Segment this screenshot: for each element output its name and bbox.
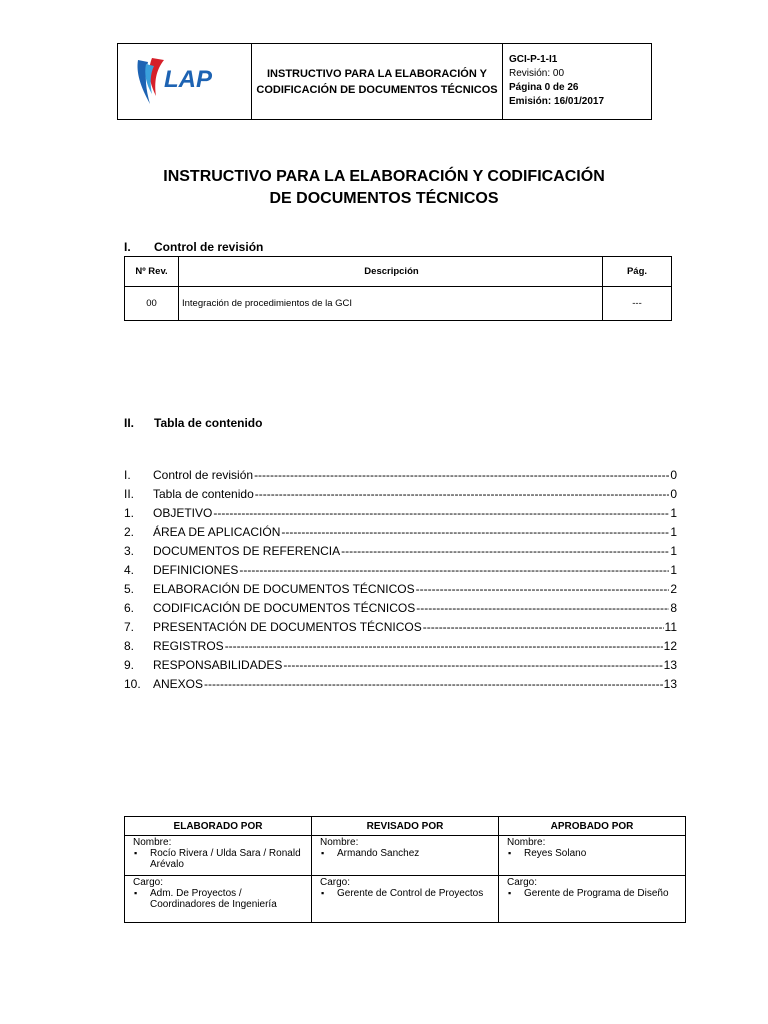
table-row [125,836,686,876]
toc-item-number: 3. [124,544,135,558]
section-heading-revision [124,240,263,254]
name-label: Nombre: [320,837,359,848]
table-row [125,876,686,923]
document-page: Página 0 de 26 [509,82,579,93]
name-label: Nombre: [507,837,546,848]
table-of-contents [124,468,677,696]
section-heading-toc [124,416,262,430]
revisado-role-cell [312,876,499,923]
role-label: Cargo: [320,877,351,888]
table-header-row [125,817,686,836]
cell-rev: 00 [125,287,179,321]
column-header-rev: Nº Rev. [125,257,179,287]
toc-item-page: 11 [664,620,677,634]
header-revisado: REVISADO POR [312,817,499,836]
header-title: INSTRUCTIVO PARA LA ELABORACIÓN Y CODIFICACIÓN DE DOCUMENTOS TÉCNICOS [252,44,503,119]
toc-leader-dots [225,639,663,653]
revisado-name: ▪ Armando Sanchez [320,848,492,859]
aprobado-name: ▪ Reyes Solano [507,848,679,859]
elaborado-name-cell [125,836,312,876]
toc-item-label: Tabla de contenido [153,487,254,501]
toc-leader-dots [416,601,669,615]
toc-item-label: PRESENTACIÓN DE DOCUMENTOS TÉCNICOS [153,620,422,634]
toc-leader-dots [423,620,664,634]
toc-item-label: DEFINICIONES [153,563,239,577]
logo [118,44,252,119]
toc-item-number: 4. [124,563,135,577]
toc-item-number: 6. [124,601,135,615]
toc-leader-dots [204,677,663,691]
document-header [117,43,652,120]
column-header-page: Pág. [603,257,672,287]
toc-item-page: 0 [670,468,677,482]
logo-text: LAP [164,66,212,93]
page-title-line1: INSTRUCTIVO PARA LA ELABORACIÓN Y CODIFICACIÓN [163,168,605,185]
toc-leader-dots [341,544,669,558]
toc-item-page: 0 [670,487,677,501]
toc-item-page: 1 [670,563,677,577]
toc-item-page: 13 [663,677,677,691]
toc-item-page: 1 [670,544,677,558]
aprobado-name-cell [499,836,686,876]
toc-item-page: 12 [663,639,677,653]
toc-item[interactable] [124,487,677,506]
toc-item-number: 7. [124,620,135,634]
lap-logo-icon [134,58,168,106]
toc-item-page: 8 [670,601,677,615]
toc-item-number: 5. [124,582,135,596]
toc-item-page: 1 [670,525,677,539]
toc-leader-dots [239,563,669,577]
section-label: Tabla de contenido [154,416,263,430]
elaborado-name: ▪ Rocío Rivera / Ulda Sara / Ronald Arévalo [133,848,305,870]
toc-item-page: 1 [670,506,677,520]
toc-item[interactable] [124,506,677,525]
toc-item-number: 10. [124,677,141,691]
toc-item[interactable] [124,544,677,563]
toc-leader-dots [213,506,669,520]
aprobado-role-cell [499,876,686,923]
toc-item-label: DOCUMENTOS DE REFERENCIA [153,544,341,558]
role-label: Cargo: [133,877,164,888]
section-number: II. [124,416,135,430]
toc-item-number: 8. [124,639,135,653]
role-label: Cargo: [507,877,538,888]
toc-item[interactable] [124,658,677,677]
toc-item-label: ELABORACIÓN DE DOCUMENTOS TÉCNICOS [153,582,415,596]
document-code: GCI-P-1-I1 [509,54,558,65]
revision-table [124,256,672,321]
revisado-name-cell [312,836,499,876]
toc-item[interactable] [124,563,677,582]
document-meta [503,44,651,119]
name-label: Nombre: [133,837,172,848]
toc-item-page: 2 [670,582,677,596]
revisado-role: ▪ Gerente de Control de Proyectos [320,888,492,899]
toc-item-label: REGISTROS [153,639,224,653]
toc-item-label: ÁREA DE APLICACIÓN [153,525,281,539]
elaborado-role: ▪ Adm. De Proyectos / Coordinadores de Ingeniería [133,888,305,910]
toc-item[interactable] [124,468,677,487]
toc-item[interactable] [124,620,677,639]
toc-item-label: RESPONSABILIDADES [153,658,283,672]
toc-item[interactable] [124,582,677,601]
toc-item-number: 9. [124,658,135,672]
elaborado-role-cell [125,876,312,923]
table-row [125,287,672,321]
column-header-description: Descripción [179,257,603,287]
section-label: Control de revisión [154,240,264,254]
toc-leader-dots [283,658,662,672]
aprobado-role: ▪ Gerente de Programa de Diseño [507,888,679,899]
cell-page: --- [603,287,672,321]
toc-item-label: Control de revisión [153,468,254,482]
document-revision: Revisión: 00 [509,68,565,79]
toc-leader-dots [281,525,669,539]
document-emission-date: Emisión: 16/01/2017 [509,96,605,107]
toc-leader-dots [254,468,669,482]
toc-item-label: CODIFICACIÓN DE DOCUMENTOS TÉCNICOS [153,601,416,615]
toc-leader-dots [416,582,670,596]
toc-item-label: ANEXOS [153,677,204,691]
toc-item[interactable] [124,601,677,620]
toc-item-page: 13 [663,658,677,672]
section-number: I. [124,240,131,254]
toc-item-number: 2. [124,525,135,539]
toc-item[interactable] [124,639,677,658]
cell-description: Integración de procedimientos de la GCI [179,287,603,321]
page-title-line2: DE DOCUMENTOS TÉCNICOS [269,190,499,207]
toc-item[interactable] [124,525,677,544]
toc-leader-dots [255,487,670,501]
toc-item-number: 1. [124,506,135,520]
toc-item-label: OBJETIVO [153,506,213,520]
toc-item[interactable] [124,677,677,696]
toc-item-number: II. [124,487,135,501]
table-header-row [125,257,672,287]
header-aprobado: APROBADO POR [499,817,686,836]
header-elaborado: ELABORADO POR [125,817,312,836]
page-title [0,166,768,210]
approval-table [124,816,686,923]
toc-item-number: I. [124,468,131,482]
